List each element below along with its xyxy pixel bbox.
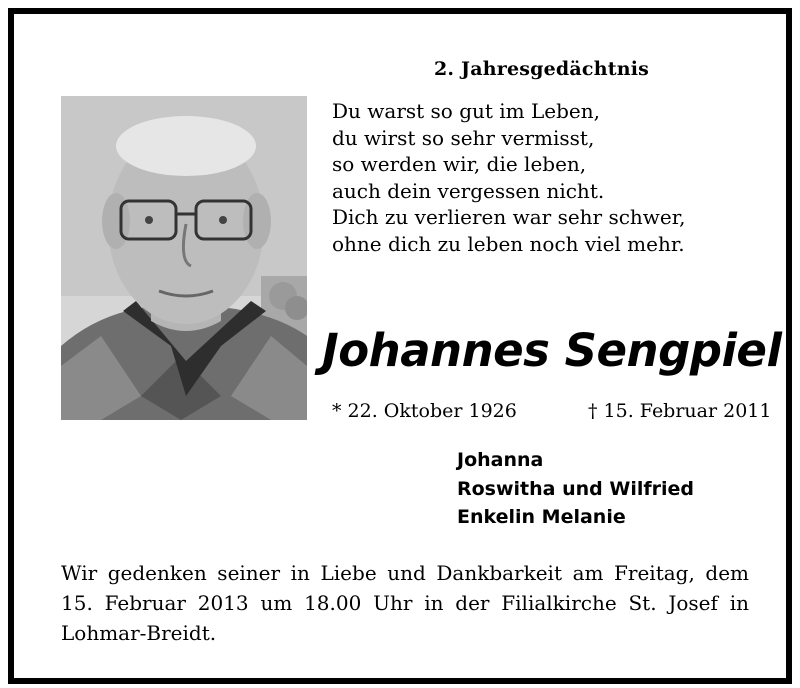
poem-line: ohne dich zu leben noch viel mehr.: [332, 231, 685, 256]
poem-line: du wirst so sehr vermisst,: [332, 125, 595, 150]
mourners-list: [457, 446, 694, 532]
poem-line: so werden wir, die leben,: [332, 152, 587, 176]
mourner-name: Roswitha und Wilfried: [457, 477, 694, 500]
obituary-card: [8, 8, 792, 684]
memorial-notice: Wir gedenken seiner in Liebe und Dankbarkeit am Freitag, dem 15. Februar 2013 um 18.00 Uhr in der Filialkirche St. Josef in Lohmar-Breidt.: [61, 561, 749, 645]
death-date: † 15. Februar 2011: [588, 400, 772, 422]
poem-line: Dich zu verlieren war sehr schwer,: [332, 205, 686, 229]
deceased-name: Johannes Sengpiel: [322, 324, 782, 377]
mourner-name: Enkelin Melanie: [457, 506, 626, 528]
poem-line: auch dein vergessen nicht.: [332, 178, 605, 203]
anniversary-heading: 2. Jahresgedächtnis: [434, 58, 650, 80]
portrait-photo: [61, 96, 307, 420]
poem-line: Du warst so gut im Leben,: [332, 99, 600, 123]
birth-date: * 22. Oktober 1926: [332, 400, 517, 422]
memorial-poem: [332, 98, 686, 257]
mourner-name: Johanna: [457, 449, 544, 471]
